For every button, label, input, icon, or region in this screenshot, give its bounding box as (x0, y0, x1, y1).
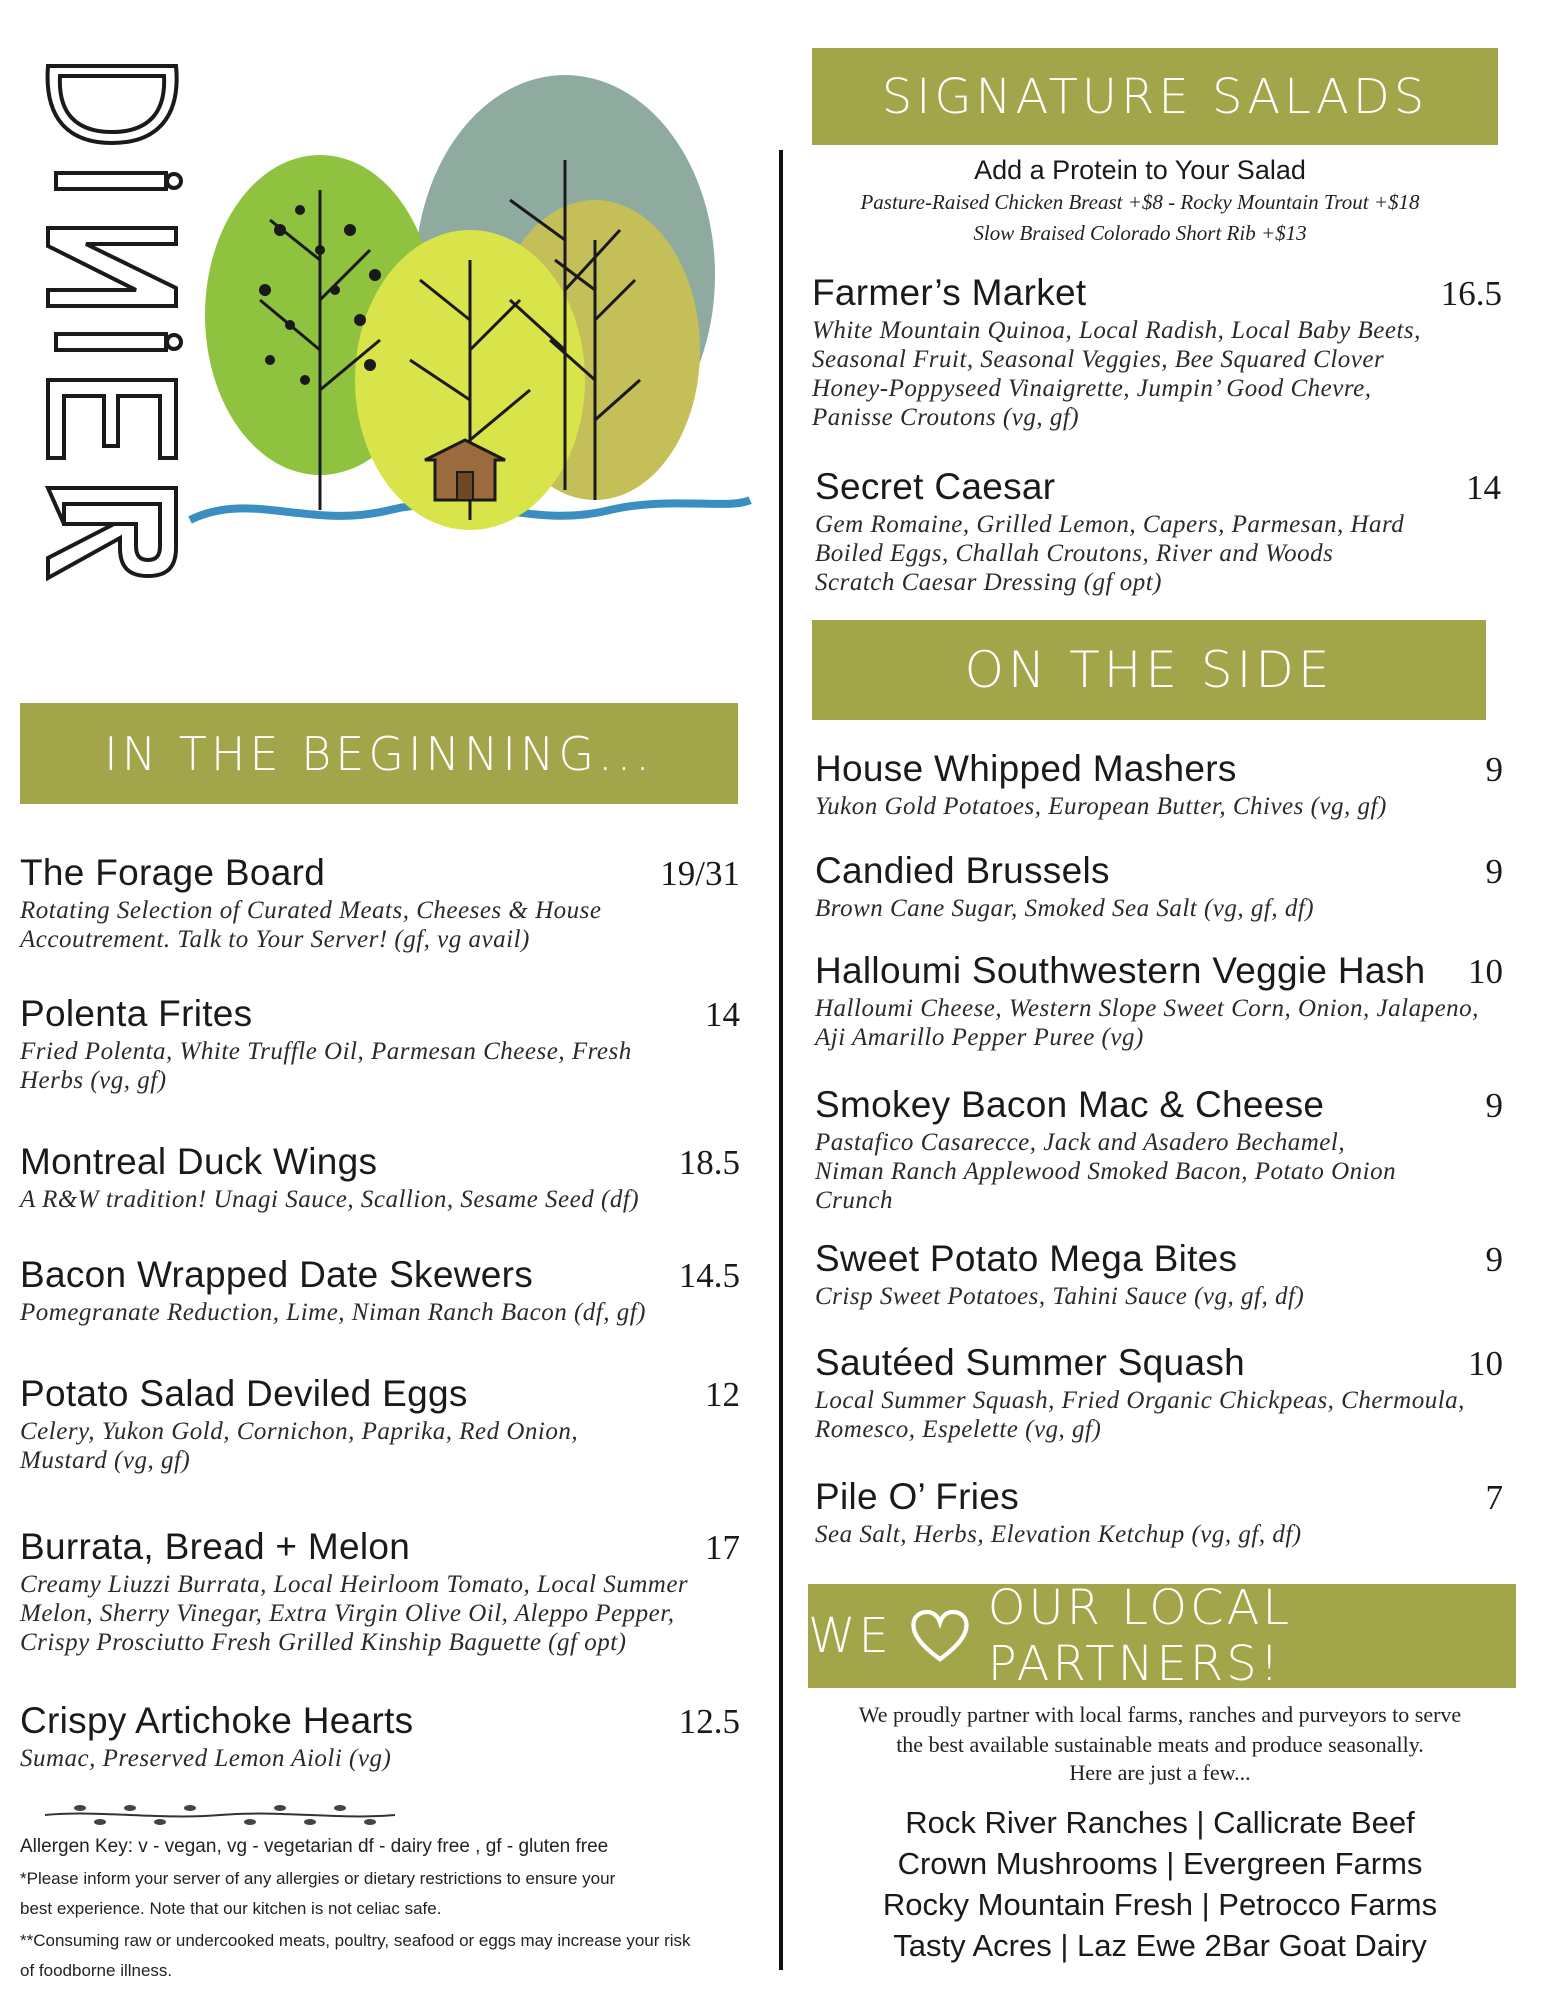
dish-price: 9 (1485, 852, 1503, 891)
dish-burrata (20, 1526, 740, 1657)
dish-name: The Forage Board (20, 852, 326, 893)
partners-intro: We proudly partner with local farms, ranches and purveyors to serve (858, 1702, 1462, 1727)
dish-duck-wings (20, 1141, 740, 1214)
dish-description: Brown Cane Sugar, Smoked Sea Salt (vg, gf, df) (815, 895, 1315, 922)
protein-options-line2: Slow Braised Colorado Short Rib +$13 (973, 221, 1307, 245)
dish-description: Creamy Liuzzi Burrata, Local Heirloom Tomato, Local Summer Melon, Sherry Vinegar, Extra Virgin Olive Oil, Aleppo Pepper, Crispy Prosciutto Fresh Grilled Kinship Baguette (gf opt) (20, 1571, 689, 1656)
trees-illustration (170, 60, 770, 580)
dish-description: Crisp Sweet Potatoes, Tahini Sauce (vg, gf, df) (815, 1283, 1305, 1310)
dish-secret-caesar (815, 466, 1501, 597)
partner-line: Crown Mushrooms | Evergreen Farms (897, 1846, 1423, 1881)
dish-description: Halloumi Cheese, Western Slope Sweet Corn, Onion, Jalapeno, Aji Amarillo Pepper Puree (vg) (815, 995, 1479, 1051)
dish-price: 14 (705, 995, 740, 1034)
dish-name: Potato Salad Deviled Eggs (20, 1373, 468, 1414)
section-banner-side: ON THE SIDE (812, 620, 1486, 720)
dish-description: Sea Salt, Herbs, Elevation Ketchup (vg, gf, df) (815, 1521, 1302, 1548)
dish-price: 14.5 (678, 1256, 740, 1295)
dish-description: Rotating Selection of Curated Meats, Cheeses & House Accoutrement. Talk to Your Server! (gf, vg avail) (20, 897, 602, 953)
dish-mashers (815, 748, 1503, 821)
dish-name: Secret Caesar (815, 466, 1056, 507)
vine-ornament (40, 1800, 400, 1830)
dish-summer-squash (815, 1342, 1503, 1444)
dish-price: 17 (705, 1528, 740, 1567)
dish-price: 16.5 (1440, 274, 1502, 313)
dish-name: Pile O’ Fries (815, 1476, 1020, 1517)
partner-line: Tasty Acres | Laz Ewe 2Bar Goat Dairy (893, 1928, 1427, 1963)
dish-name: Burrata, Bread + Melon (20, 1526, 411, 1567)
dish-price: 9 (1485, 1240, 1503, 1279)
protein-title: Add a Protein to Your Salad (974, 155, 1306, 185)
dish-price: 19/31 (660, 854, 740, 893)
dish-name: Crispy Artichoke Hearts (20, 1700, 414, 1741)
raw-food-warning-line2: of foodborne illness. (20, 1961, 173, 1980)
dish-price: 7 (1485, 1478, 1503, 1517)
dish-name: House Whipped Mashers (815, 748, 1237, 789)
dish-artichoke-hearts (20, 1700, 740, 1773)
partner-line: Rock River Ranches | Callicrate Beef (905, 1805, 1415, 1840)
dish-price: 12 (705, 1375, 740, 1414)
dish-description: Celery, Yukon Gold, Cornichon, Paprika, Red Onion, Mustard (vg, gf) (20, 1418, 579, 1474)
dish-date-skewers (20, 1254, 740, 1327)
raw-food-warning: **Consuming raw or undercooked meats, poultry, seafood or eggs may increase your risk (20, 1931, 691, 1950)
dish-description: Pastafico Casarecce, Jack and Asadero Bechamel, Niman Ranch Applewood Smoked Bacon, Potato Onion Crunch (815, 1129, 1397, 1214)
dish-name: Sautéed Summer Squash (815, 1342, 1245, 1383)
dish-description: Yukon Gold Potatoes, European Butter, Chives (vg, gf) (815, 793, 1387, 820)
column-divider (779, 150, 783, 1970)
protein-options: Pasture-Raised Chicken Breast +$8 - Rocky Mountain Trout +$18 (860, 190, 1420, 214)
partner-line: Rocky Mountain Fresh | Petrocco Farms (882, 1887, 1438, 1922)
dish-description: A R&W tradition! Unagi Sauce, Scallion, Sesame Seed (df) (20, 1186, 640, 1213)
dish-price: 9 (1485, 750, 1503, 789)
dish-veggie-hash (815, 950, 1503, 1052)
dish-fries (815, 1476, 1503, 1549)
heart-icon (910, 1605, 970, 1667)
dish-name: Montreal Duck Wings (20, 1141, 378, 1182)
dish-name: Smokey Bacon Mac & Cheese (815, 1084, 1325, 1125)
dish-name: Candied Brussels (815, 850, 1110, 891)
dish-name: Polenta Frites (20, 993, 253, 1034)
dish-sweet-potato (815, 1238, 1503, 1311)
partners-heading-we: WE (808, 1608, 892, 1664)
dish-description: Sumac, Preserved Lemon Aioli (vg) (20, 1745, 392, 1772)
partners-intro-line2: the best available sustainable meats and produce seasonally. (896, 1732, 1424, 1757)
dish-name: Halloumi Southwestern Veggie Hash (815, 950, 1426, 991)
dish-description: White Mountain Quinoa, Local Radish, Local Baby Beets, Seasonal Fruit, Seasonal Veggies, Bee Squared Clover Honey-Poppyseed Vinaigrette, Jumpin’ Good Chevre, Panisse Croutons (vg, gf) (812, 317, 1421, 431)
section-banner-beginning: IN THE BEGINNING... (20, 703, 738, 804)
allergy-note-line2: best experience. Note that our kitchen is not celiac safe. (20, 1899, 442, 1918)
dish-price: 18.5 (678, 1143, 740, 1182)
dinner-title (36, 58, 186, 628)
dish-description: Local Summer Squash, Fried Organic Chickpeas, Chermoula, Romesco, Espelette (vg, gf) (815, 1387, 1465, 1443)
dish-name: Bacon Wrapped Date Skewers (20, 1254, 534, 1295)
dish-price: 10 (1468, 1344, 1503, 1383)
dish-name: Sweet Potato Mega Bites (815, 1238, 1238, 1279)
dish-name: Farmer’s Market (812, 272, 1087, 313)
dish-price: 10 (1468, 952, 1503, 991)
dish-polenta-frites (20, 993, 740, 1095)
dish-description: Pomegranate Reduction, Lime, Niman Ranch Bacon (df, gf) (20, 1299, 646, 1326)
dish-price: 9 (1485, 1086, 1503, 1125)
dish-description: Gem Romaine, Grilled Lemon, Capers, Parmesan, Hard Boiled Eggs, Challah Croutons, River and Woods Scratch Caesar Dressing (gf opt) (815, 511, 1405, 596)
partners-heading-title: OUR LOCAL PARTNERS! (987, 1580, 1293, 1692)
partners-intro-line3: Here are just a few... (1069, 1760, 1251, 1785)
dish-price: 14 (1466, 468, 1501, 507)
dish-forage-board (20, 852, 740, 954)
dish-description: Fried Polenta, White Truffle Oil, Parmesan Cheese, Fresh Herbs (vg, gf) (20, 1038, 632, 1094)
dish-farmers-market (812, 272, 1502, 432)
allergy-note: *Please inform your server of any allergies or dietary restrictions to ensure your (20, 1869, 616, 1888)
dish-deviled-eggs (20, 1373, 740, 1475)
section-banner-partners (808, 1580, 1516, 1692)
allergen-key: Allergen Key: v - vegan, vg - vegetarian df - dairy free , gf - gluten free (20, 1836, 609, 1857)
dish-mac-cheese (815, 1084, 1503, 1215)
section-banner-salads: SIGNATURE SALADS (812, 48, 1498, 145)
dish-price: 12.5 (678, 1702, 740, 1741)
dish-candied-brussels (815, 850, 1503, 923)
